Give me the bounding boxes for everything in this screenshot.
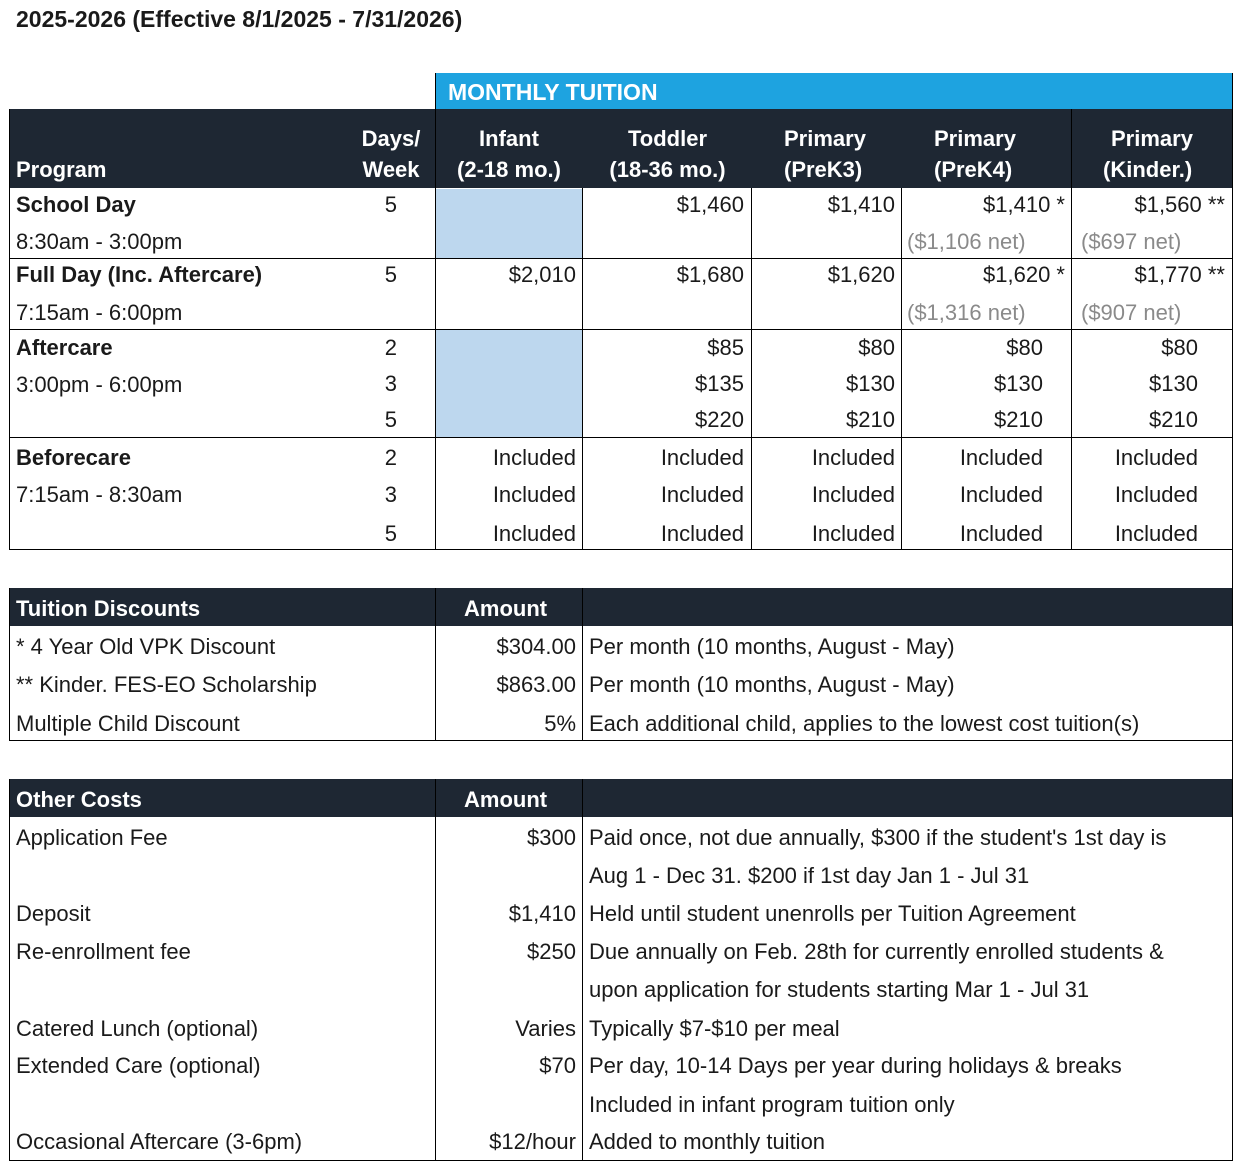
header-pk4-2: (PreK4) bbox=[934, 157, 1013, 182]
pk3-included: Included bbox=[811, 482, 895, 507]
kin-net-price: ($697 net) bbox=[1081, 229, 1182, 254]
cost-amount: $300 bbox=[527, 825, 576, 850]
page-title: 2025-2026 (Effective 8/1/2025 - 7/31/2026) bbox=[16, 6, 463, 32]
grid-line bbox=[9, 740, 1233, 741]
infant-na-cell bbox=[436, 330, 582, 437]
discount-desc: Per month (10 months, August - May) bbox=[589, 634, 955, 659]
cost-desc: Per day, 10-14 Days per year during holidays & breaks bbox=[589, 1053, 1122, 1078]
days-per-week: 5 bbox=[384, 192, 397, 217]
pk4-included: Included bbox=[959, 445, 1043, 470]
program-name: Full Day (Inc. Aftercare) bbox=[16, 262, 263, 287]
pk4-price: $1,620 * bbox=[983, 262, 1065, 287]
pk3-price: $130 bbox=[846, 371, 895, 396]
pk3-price: $210 bbox=[846, 407, 895, 432]
days-per-week: 2 bbox=[384, 445, 397, 470]
infant-included: Included bbox=[492, 521, 576, 546]
toddler-included: Included bbox=[660, 521, 744, 546]
cost-name: Application Fee bbox=[16, 825, 168, 850]
days-per-week: 5 bbox=[384, 407, 397, 432]
grid-line bbox=[1232, 588, 1233, 740]
header-kin-1: Primary bbox=[1111, 126, 1193, 151]
other-costs-header-bar bbox=[9, 779, 1233, 817]
cost-desc: Included in infant program tuition only bbox=[589, 1092, 955, 1117]
cost-desc: Paid once, not due annually, $300 if the student's 1st day is bbox=[589, 825, 1167, 850]
grid-line bbox=[9, 1160, 1233, 1161]
program-name: Beforecare bbox=[16, 445, 131, 470]
infant-included: Included bbox=[492, 482, 576, 507]
cost-amount: $70 bbox=[539, 1053, 576, 1078]
header-days-1: Days/ bbox=[361, 126, 421, 151]
cost-desc: Aug 1 - Dec 31. $200 if 1st day Jan 1 - Jul 31 bbox=[589, 863, 1030, 888]
toddler-included: Included bbox=[660, 445, 744, 470]
pk3-included: Included bbox=[811, 521, 895, 546]
monthly-tuition-banner: MONTHLY TUITION bbox=[436, 73, 1232, 109]
grid-line bbox=[9, 588, 10, 740]
pk4-net-price: ($1,316 net) bbox=[907, 300, 1026, 325]
header-kin-2: (Kinder.) bbox=[1103, 157, 1193, 182]
discount-amount: $304.00 bbox=[496, 634, 576, 659]
header-program: Program bbox=[16, 157, 107, 182]
toddler-price: $220 bbox=[695, 407, 744, 432]
days-per-week: 3 bbox=[384, 482, 397, 507]
cost-amount: $12/hour bbox=[489, 1129, 576, 1154]
header-days-2: Week bbox=[362, 157, 420, 182]
kin-price: $210 bbox=[1149, 407, 1198, 432]
days-per-week: 2 bbox=[384, 335, 397, 360]
pk4-included: Included bbox=[959, 482, 1043, 507]
header-toddler-1: Toddler bbox=[627, 126, 708, 151]
program-hours: 3:00pm - 6:00pm bbox=[16, 372, 183, 397]
discounts-header: Tuition Discounts bbox=[16, 596, 201, 621]
days-per-week: 5 bbox=[384, 521, 397, 546]
program-hours: 7:15am - 6:00pm bbox=[16, 300, 183, 325]
discount-name: Multiple Child Discount bbox=[16, 711, 240, 736]
program-hours: 8:30am - 3:00pm bbox=[16, 229, 183, 254]
cost-amount: Varies bbox=[515, 1016, 576, 1041]
header-infant-1: Infant bbox=[479, 126, 539, 151]
pk3-included: Included bbox=[811, 445, 895, 470]
cost-desc: Due annually on Feb. 28th for currently enrolled students & bbox=[589, 939, 1164, 964]
toddler-price: $1,460 bbox=[676, 192, 744, 217]
infant-price: $2,010 bbox=[508, 262, 576, 287]
program-name: School Day bbox=[16, 192, 136, 217]
program-name: Aftercare bbox=[16, 335, 113, 360]
grid-line bbox=[9, 779, 10, 1160]
pk3-price: $80 bbox=[858, 335, 895, 360]
infant-included: Included bbox=[492, 445, 576, 470]
cost-name: Extended Care (optional) bbox=[16, 1053, 261, 1078]
pk4-price: $80 bbox=[1006, 335, 1043, 360]
cost-amount: $1,410 bbox=[508, 901, 576, 926]
other-costs-header: Other Costs bbox=[16, 787, 142, 812]
cost-name: Catered Lunch (optional) bbox=[16, 1016, 259, 1041]
pk4-price: $1,410 * bbox=[983, 192, 1065, 217]
discount-name: ** Kinder. FES-EO Scholarship bbox=[16, 672, 317, 697]
grid-line bbox=[582, 779, 583, 1160]
days-per-week: 5 bbox=[384, 262, 397, 287]
discounts-amount-header: Amount bbox=[464, 596, 548, 621]
grid-line bbox=[9, 549, 1233, 550]
kin-net-price: ($907 net) bbox=[1081, 300, 1182, 325]
kin-price: $130 bbox=[1149, 371, 1198, 396]
cost-desc: Added to monthly tuition bbox=[589, 1129, 826, 1154]
grid-line bbox=[435, 73, 436, 550]
toddler-price: $1,680 bbox=[676, 262, 744, 287]
discount-amount: 5% bbox=[544, 711, 576, 736]
toddler-price: $135 bbox=[695, 371, 744, 396]
cost-desc: Held until student unenrolls per Tuition Agreement bbox=[589, 901, 1076, 926]
pk3-price: $1,620 bbox=[827, 262, 895, 287]
program-hours: 7:15am - 8:30am bbox=[16, 482, 183, 507]
header-pk3-1: Primary bbox=[784, 126, 866, 151]
discount-desc: Each additional child, applies to the lowest cost tuition(s) bbox=[589, 711, 1140, 736]
discount-amount: $863.00 bbox=[496, 672, 576, 697]
grid-line bbox=[1232, 73, 1233, 550]
pk4-price: $130 bbox=[994, 371, 1043, 396]
header-pk3-2: (PreK3) bbox=[784, 157, 863, 182]
pk4-price: $210 bbox=[994, 407, 1043, 432]
header-toddler-2: (18-36 mo.) bbox=[609, 157, 726, 182]
infant-na-cell bbox=[436, 189, 582, 258]
cost-name: Deposit bbox=[16, 901, 91, 926]
grid-line bbox=[1232, 550, 1233, 588]
cost-name: Re-enrollment fee bbox=[16, 939, 191, 964]
cost-amount: $250 bbox=[527, 939, 576, 964]
cost-desc: upon application for students starting Mar 1 - Jul 31 bbox=[589, 977, 1090, 1002]
header-pk4-1: Primary bbox=[934, 126, 1016, 151]
other-costs-amount-header: Amount bbox=[464, 787, 548, 812]
discount-desc: Per month (10 months, August - May) bbox=[589, 672, 955, 697]
header-infant-2: (2-18 mo.) bbox=[457, 157, 561, 182]
kin-price: $1,770 ** bbox=[1134, 262, 1225, 287]
pk4-included: Included bbox=[959, 521, 1043, 546]
kin-price: $1,560 ** bbox=[1134, 192, 1225, 217]
pk3-price: $1,410 bbox=[827, 192, 895, 217]
grid-line bbox=[9, 329, 1233, 330]
grid-line bbox=[9, 437, 1233, 438]
toddler-price: $85 bbox=[707, 335, 744, 360]
grid-line bbox=[1232, 740, 1233, 779]
kin-price: $80 bbox=[1161, 335, 1198, 360]
kin-included: Included bbox=[1114, 521, 1198, 546]
grid-line bbox=[582, 588, 583, 740]
discount-name: * 4 Year Old VPK Discount bbox=[16, 634, 276, 659]
kin-included: Included bbox=[1114, 482, 1198, 507]
grid-line bbox=[9, 258, 1233, 259]
days-per-week: 3 bbox=[384, 371, 397, 396]
kin-included: Included bbox=[1114, 445, 1198, 470]
grid-line bbox=[1232, 779, 1233, 1160]
pk4-net-price: ($1,106 net) bbox=[907, 229, 1026, 254]
cost-desc: Typically $7-$10 per meal bbox=[589, 1016, 840, 1041]
cost-name: Occasional Aftercare (3-6pm) bbox=[16, 1129, 303, 1154]
toddler-included: Included bbox=[660, 482, 744, 507]
